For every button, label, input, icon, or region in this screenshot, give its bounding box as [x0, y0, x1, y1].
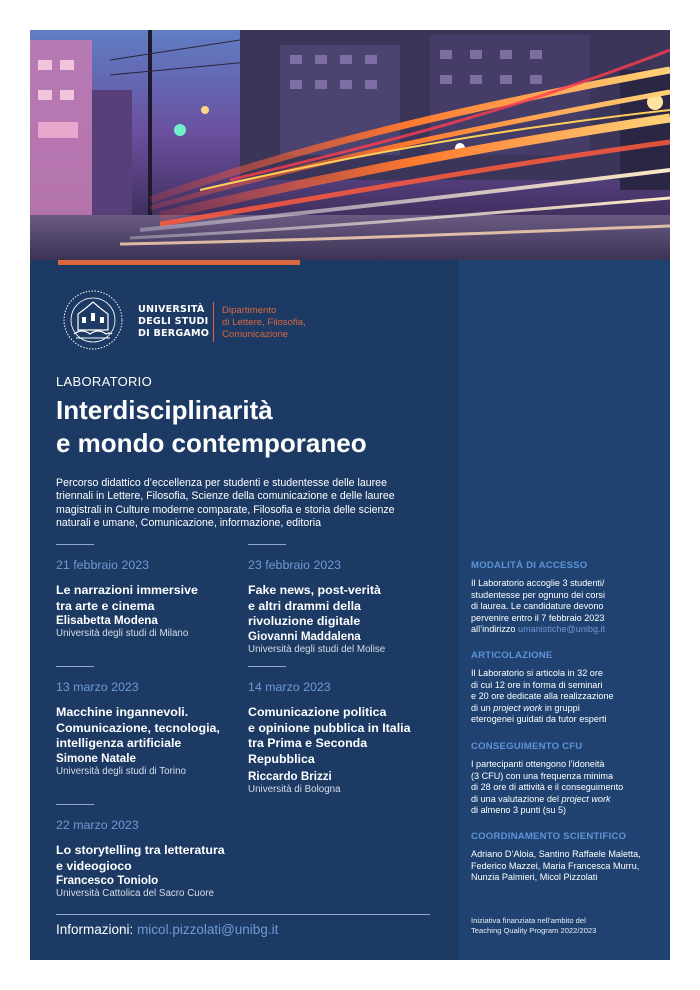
event-affiliation: Università degli studi di Milano: [56, 628, 189, 639]
event-5: [56, 804, 246, 900]
university-line-2: DEGLI STUDI: [138, 316, 209, 327]
department-line-3: Comunicazione: [222, 329, 289, 340]
event-title: [248, 583, 433, 630]
access-section: [471, 560, 646, 636]
body-emphasis: project work: [493, 702, 543, 713]
access-heading: MODALITÀ DI ACCESSO: [471, 560, 588, 571]
body-line: Il Laboratorio si articola in 32 ore: [471, 668, 603, 678]
title-line-2: e mondo contemporaneo: [56, 428, 367, 458]
structure-section: [471, 650, 646, 726]
access-body: [471, 578, 646, 636]
event-rule: [56, 804, 94, 805]
event-1: [56, 544, 241, 640]
university-seal: [56, 288, 130, 352]
body-line: studentesse per ognuno dei corsi: [471, 589, 605, 600]
event-date: 21 febbraio 2023: [56, 558, 150, 572]
contact-info: [56, 922, 278, 937]
coordination-heading: COORDINAMENTO SCIENTIFICO: [471, 831, 627, 842]
body-line: [471, 703, 646, 715]
hero-illustration: [30, 30, 670, 260]
event-speaker: Giovanni Maddalena: [248, 629, 361, 643]
event-rule: [56, 666, 94, 667]
body-text: di un: [471, 702, 491, 713]
funding-note: [471, 916, 646, 936]
body-text: in gruppi: [544, 702, 580, 713]
event-title-line: e videogioco: [56, 858, 132, 873]
bottom-divider: [56, 914, 430, 915]
event-rule: [56, 544, 94, 545]
event-title-line: Le narrazioni immersive: [56, 583, 198, 597]
kicker: LABORATORIO: [56, 374, 153, 389]
event-3: [56, 666, 241, 778]
structure-body: [471, 668, 646, 726]
event-speaker: Francesco Toniolo: [56, 874, 159, 887]
page-title: [56, 394, 456, 460]
event-title-line: Comunicazione politica: [248, 705, 387, 719]
event-title: [56, 705, 241, 752]
funding-line: Teaching Quality Program 2022/2023: [471, 926, 597, 935]
contact-email-link[interactable]: micol.pizzolati@unibg.it: [137, 922, 279, 937]
event-title-line: tra Prima e Seconda: [248, 736, 368, 750]
event-date: 14 marzo 2023: [248, 680, 331, 694]
event-date: 13 marzo 2023: [56, 680, 139, 694]
department-line-2: di Lettere, Filosofia,: [222, 317, 306, 328]
event-title-line: rivoluzione digitale: [248, 614, 361, 628]
event-title-line: Fake news, post-verità: [248, 583, 381, 597]
body-line: Adriano D’Aloia, Santino Raffaele Maletta,: [471, 849, 641, 859]
body-line: di almeno 3 punti (su 5): [471, 805, 567, 815]
city-light-trails-photo: [30, 30, 670, 260]
body-line: di laurea. Le candidature devono: [471, 601, 604, 611]
event-rule: [248, 544, 286, 545]
event-title: [56, 843, 246, 874]
body-line: eterogenei guidati da tutor esperti: [471, 714, 607, 724]
access-email-link[interactable]: umanistiche@unibg.it: [518, 624, 606, 634]
cfu-heading: CONSEGUIMENTO CFU: [471, 741, 583, 752]
university-line-3: DI BERGAMO: [138, 328, 210, 339]
body-line: Federico Mazzei, Maria Francesca Murru,: [471, 860, 640, 871]
event-affiliation: Università di Bologna: [248, 784, 341, 795]
accent-bar: [58, 260, 300, 265]
event-title-line: Repubblica: [248, 751, 315, 766]
body-line: pervenire entro il 7 febbraio 2023: [471, 612, 605, 623]
event-title-line: Lo storytelling tra letteratura: [56, 843, 225, 857]
body-line: Il Laboratorio accoglie 3 studenti/: [471, 578, 605, 588]
body-line: [471, 624, 646, 636]
event-speaker: Riccardo Brizzi: [248, 770, 332, 783]
event-speaker: Simone Natale: [56, 751, 136, 765]
cfu-body: [471, 759, 646, 817]
department-separator: [213, 302, 214, 342]
department-line-1: Dipartimento: [222, 305, 277, 316]
coordination-body: [471, 849, 646, 884]
contact-label: Informazioni:: [56, 922, 134, 937]
event-title-line: Comunicazione, tecnologia,: [56, 720, 220, 735]
university-logo-icon: [56, 288, 130, 352]
university-name: [138, 304, 209, 340]
body-text: all’indirizzo: [471, 624, 516, 634]
structure-heading: ARTICOLAZIONE: [471, 650, 553, 661]
event-date: 22 marzo 2023: [56, 818, 139, 832]
intro-text: Percorso didattico d’eccellenza per studenti e studentesse delle lauree triennali in Lettere, Filosofia, Scienze della comunicazione e delle lauree magistrali in Culture moderne comparate, Filosofia e storia delle scienze naturali e umane, Comunicazione, informazione, editoria: [56, 477, 395, 529]
event-title-line: intelligenza artificiale: [56, 736, 182, 750]
event-rule: [248, 666, 286, 667]
event-affiliation: Università Cattolica del Sacro Cuore: [56, 888, 214, 899]
event-title-line: e opinione pubblica in Italia: [248, 720, 411, 735]
body-text: di una valutazione del: [471, 793, 559, 804]
event-2: [248, 544, 433, 656]
event-title-line: e altri drammi della: [248, 598, 361, 613]
event-title: [248, 705, 433, 767]
event-title: [56, 583, 241, 614]
title-line-1: Interdisciplinarità: [56, 395, 273, 425]
body-line: I partecipanti ottengono l’idoneità: [471, 759, 605, 769]
funding-line: Iniziativa finanziata nell’ambito del: [471, 916, 586, 925]
cfu-section: [471, 741, 646, 817]
body-line: (3 CFU) con una frequenza minima: [471, 770, 614, 781]
event-date: 23 febbraio 2023: [248, 558, 342, 572]
event-4: [248, 666, 433, 796]
event-title-line: Macchine ingannevoli.: [56, 705, 189, 719]
event-speaker: Elisabetta Modena: [56, 614, 158, 627]
department-name: [222, 305, 306, 341]
body-line: e 20 ore dedicate alla realizzazione: [471, 691, 614, 701]
body-line: di 28 ore di attività e il conseguimento: [471, 782, 624, 792]
university-line-1: UNIVERSITÀ: [138, 304, 205, 315]
body-emphasis: project work: [561, 793, 611, 804]
body-line: di cui 12 ore in forma di seminari: [471, 679, 603, 690]
event-affiliation: Università degli studi di Torino: [56, 765, 186, 777]
event-affiliation: Università degli studi del Molise: [248, 643, 386, 655]
body-line: [471, 794, 646, 806]
event-title-line: tra arte e cinema: [56, 598, 155, 613]
coordination-section: [471, 831, 646, 884]
body-line: Nunzia Palmieri, Micol Pizzolati: [471, 872, 598, 882]
